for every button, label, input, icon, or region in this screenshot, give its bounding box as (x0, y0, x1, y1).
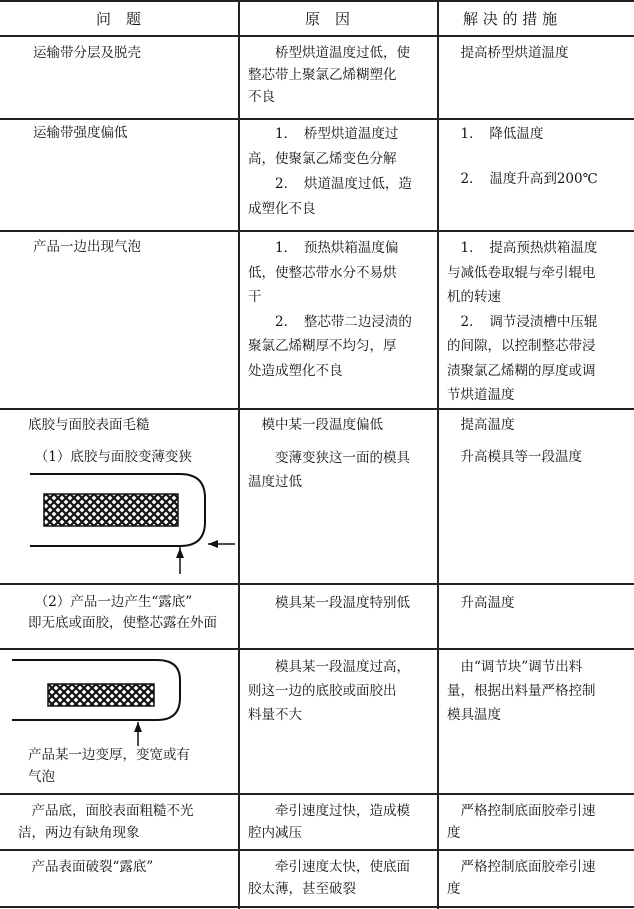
row-2-cause: 1． 桥型烘道温度过 高，使聚氯乙烯变色分解 2． 烘道温度过低，造 成塑化不良 (248, 126, 412, 217)
row-divider (0, 230, 634, 232)
row-2-solution: 1． 降低温度 2． 温度升高到200℃ (447, 126, 598, 187)
row-8-cause: 牵引速度过快，造成模 腔内减压 (248, 803, 410, 841)
belt-cross-section-diagram-1 (30, 470, 235, 580)
belt-cross-section-diagram-2 (12, 656, 237, 746)
table-bottom-rule (0, 906, 634, 908)
row-5-solution: 升高模具等一段温度 (447, 449, 582, 465)
row-divider (0, 408, 634, 410)
row-7-problem: 产品某一边变厚，变宽或有 气泡 (28, 747, 190, 785)
row-9-problem: 产品表面破裂“露底” (18, 859, 154, 875)
header-cause: 原 因 (305, 10, 351, 28)
row-8-solution: 严格控制底面胶牵引速 度 (447, 803, 596, 841)
column-divider (238, 0, 240, 909)
row-2-problem: 运输带强度偏低 (33, 125, 128, 141)
row-divider (0, 648, 634, 650)
row-9-cause: 牵引速度太快，使底面 胶太薄，甚至破裂 (248, 859, 410, 897)
row-3-solution: 1． 提高预热烘箱温度 与减低卷取辊与牵引辊电 机的转速 2． 调节浸渍槽中压辊 的间隙，以控制整芯带浸 渍聚氯乙烯糊的厚度或调 节烘道温度 (447, 240, 598, 403)
row-1-solution: 提高桥型烘道温度 (447, 45, 569, 61)
row-divider (0, 583, 634, 585)
row-3-cause: 1． 预热烘箱温度偏 低，使整芯带水分不易烘 干 2． 整芯带二边浸渍的 聚氯乙烯糊厚不均匀，厚 处造成塑化不良 (248, 240, 412, 379)
row-3-problem: 产品一边出现气泡 (33, 239, 141, 255)
row-4-problem: 底胶与面胶表面毛糙 (28, 417, 150, 433)
row-1-cause: 桥型烘道温度过低，使 整芯带上聚氯乙烯糊塑化 不良 (248, 45, 410, 105)
table-top-rule (0, 0, 634, 2)
row-7-solution: 由“调节块”调节出料 量，根据出料量严格控制 模具温度 (447, 659, 596, 723)
row-4-cause: 模中某一段温度偏低 (248, 417, 383, 433)
header-solution: 解 决 的 措 施 (463, 10, 558, 28)
row-7-cause: 模具某一段温度过高， 则这一边的底胶或面胶出 料量不大 (248, 659, 410, 723)
header-rule (0, 35, 634, 37)
row-divider (0, 849, 634, 851)
row-5-cause: 变薄变狭这一面的模具 温度过低 (248, 450, 410, 490)
row-8-problem: 产品底，面胶表面粗糙不光 洁，两边有缺角现象 (18, 803, 194, 841)
row-divider (0, 118, 634, 120)
row-9-solution: 严格控制底面胶牵引速 度 (447, 859, 596, 897)
column-divider (437, 0, 439, 909)
row-6-cause: 模具某一段温度特别低 (248, 595, 410, 611)
row-6-solution: 升高温度 (447, 595, 515, 611)
row-1-problem: 运输带分层及脱壳 (33, 45, 141, 61)
row-6-problem: （2）产品一边产生“露底” 即无底或面胶，使整芯露在外面 (28, 594, 217, 631)
header-problem: 问 题 (96, 10, 142, 28)
row-divider (0, 793, 634, 795)
row-5-problem: （1）底胶与面胶变薄变狭 (28, 449, 192, 465)
row-4-solution: 提高温度 (447, 417, 515, 433)
